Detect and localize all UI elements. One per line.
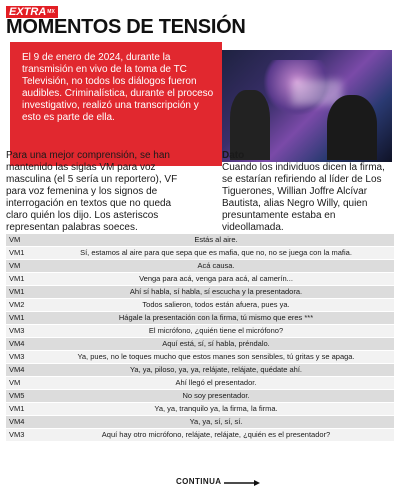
table-row	[6, 377, 394, 390]
transcript-table	[6, 234, 394, 442]
dialogue-cell: Ahí llegó el presentador.	[38, 377, 394, 390]
dialogue-cell: Venga para acá, venga para acá, al camerín...	[38, 273, 394, 286]
speaker-cell: VM2	[6, 299, 38, 312]
newsroom-photo	[222, 50, 392, 162]
brand-logo[interactable]: $EXTRA^{MX}$	[6, 6, 58, 18]
dialogue-cell: El micrófono, ¿quién tiene el micrófono?	[38, 325, 394, 338]
table-row	[6, 286, 394, 299]
arrow-right-icon[interactable]	[224, 480, 260, 486]
dialogue-cell: No soy presentador.	[38, 390, 394, 403]
header	[6, 4, 396, 38]
table-row	[6, 338, 394, 351]
speaker-cell: VM1	[6, 273, 38, 286]
speaker-cell: VM4	[6, 364, 38, 377]
dato-title: Dato	[222, 150, 245, 161]
speaker-cell: VM3	[6, 325, 38, 338]
table-row	[6, 390, 394, 403]
table-row	[6, 429, 394, 442]
speaker-cell: VM1	[6, 312, 38, 325]
table-row	[6, 234, 394, 247]
explanation-column	[6, 150, 194, 234]
table-row	[6, 403, 394, 416]
continue-link[interactable]: CONTINUA	[176, 477, 222, 486]
table-row	[6, 325, 394, 338]
dato-text: Cuando los individuos dicen la firma, se estarían refiriendo al líder de Los Tiguerones, Willian Joffre Alcívar Bautista, alias Negro Willy, quien presuntamente estaba en videollamada.	[222, 162, 385, 233]
dialogue-cell: Ahí sí habla, sí habla, sí escucha y la presentadora.	[38, 286, 394, 299]
explanation-text: Para una mejor comprensión, se han mantenido las siglas VM para voz masculina (el 5 sería un reportero), VF para voz femenina y los signos de interrogación en textos que no queda claro quién los dijo. Los asteriscos representan palabras soeces.	[6, 150, 178, 233]
dialogue-cell: Acá causa.	[38, 260, 394, 273]
dialogue-cell: Ya, ya, tranquilo ya, la firma, la firma.	[38, 403, 394, 416]
table-row	[6, 416, 394, 429]
page-title: MOMENTOS DE TENSIÓN	[6, 16, 246, 38]
speaker-cell: VM4	[6, 416, 38, 429]
hero	[10, 42, 392, 166]
table-row	[6, 364, 394, 377]
speaker-cell: VM1	[6, 286, 38, 299]
intro-text: El 9 de enero de 2024, durante la transmisión en vivo de la toma de TC Televisión, no todos los diálogos fueron audibles. Criminalística, durante el proceso investigativo, realizó una transcripción y esto es parte de ella.	[22, 52, 214, 123]
speaker-cell: VM1	[6, 403, 38, 416]
intro-box	[10, 42, 222, 166]
footer	[0, 475, 400, 491]
speaker-cell: VM1	[6, 247, 38, 260]
speaker-cell: VM4	[6, 338, 38, 351]
table-row	[6, 351, 394, 364]
dialogue-cell: Aquí hay otro micrófono, relájate, relájate, ¿quién es el presentador?	[38, 429, 394, 442]
speaker-cell: VM	[6, 234, 38, 247]
dialogue-cell: Hágale la presentación con la firma, tú mismo que eres ***	[38, 312, 394, 325]
table-row	[6, 299, 394, 312]
dialogue-cell: Sí, estamos al aire para que sepa que es mafia, que no, no se juega con la mafia.	[38, 247, 394, 260]
dato-column	[222, 150, 394, 234]
table-row	[6, 247, 394, 260]
dialogue-cell: Ya, pues, no le toques mucho que estos manes son sensibles, tú gritas y se apaga.	[38, 351, 394, 364]
speaker-cell: VM3	[6, 351, 38, 364]
table-row	[6, 273, 394, 286]
dialogue-cell: Ya, ya, sí, sí, sí.	[38, 416, 394, 429]
speaker-cell: VM3	[6, 429, 38, 442]
dialogue-cell: Ya, ya, piloso, ya, ya, relájate, relájate, quédate ahí.	[38, 364, 394, 377]
table-row	[6, 260, 394, 273]
dialogue-cell: Estás al aire.	[38, 234, 394, 247]
speaker-cell: VM	[6, 377, 38, 390]
dialogue-cell: Todos salieron, todos están afuera, pues ya.	[38, 299, 394, 312]
dialogue-cell: Aquí está, sí, sí habla, préndalo.	[38, 338, 394, 351]
speaker-cell: VM5	[6, 390, 38, 403]
table-row	[6, 312, 394, 325]
speaker-cell: VM	[6, 260, 38, 273]
